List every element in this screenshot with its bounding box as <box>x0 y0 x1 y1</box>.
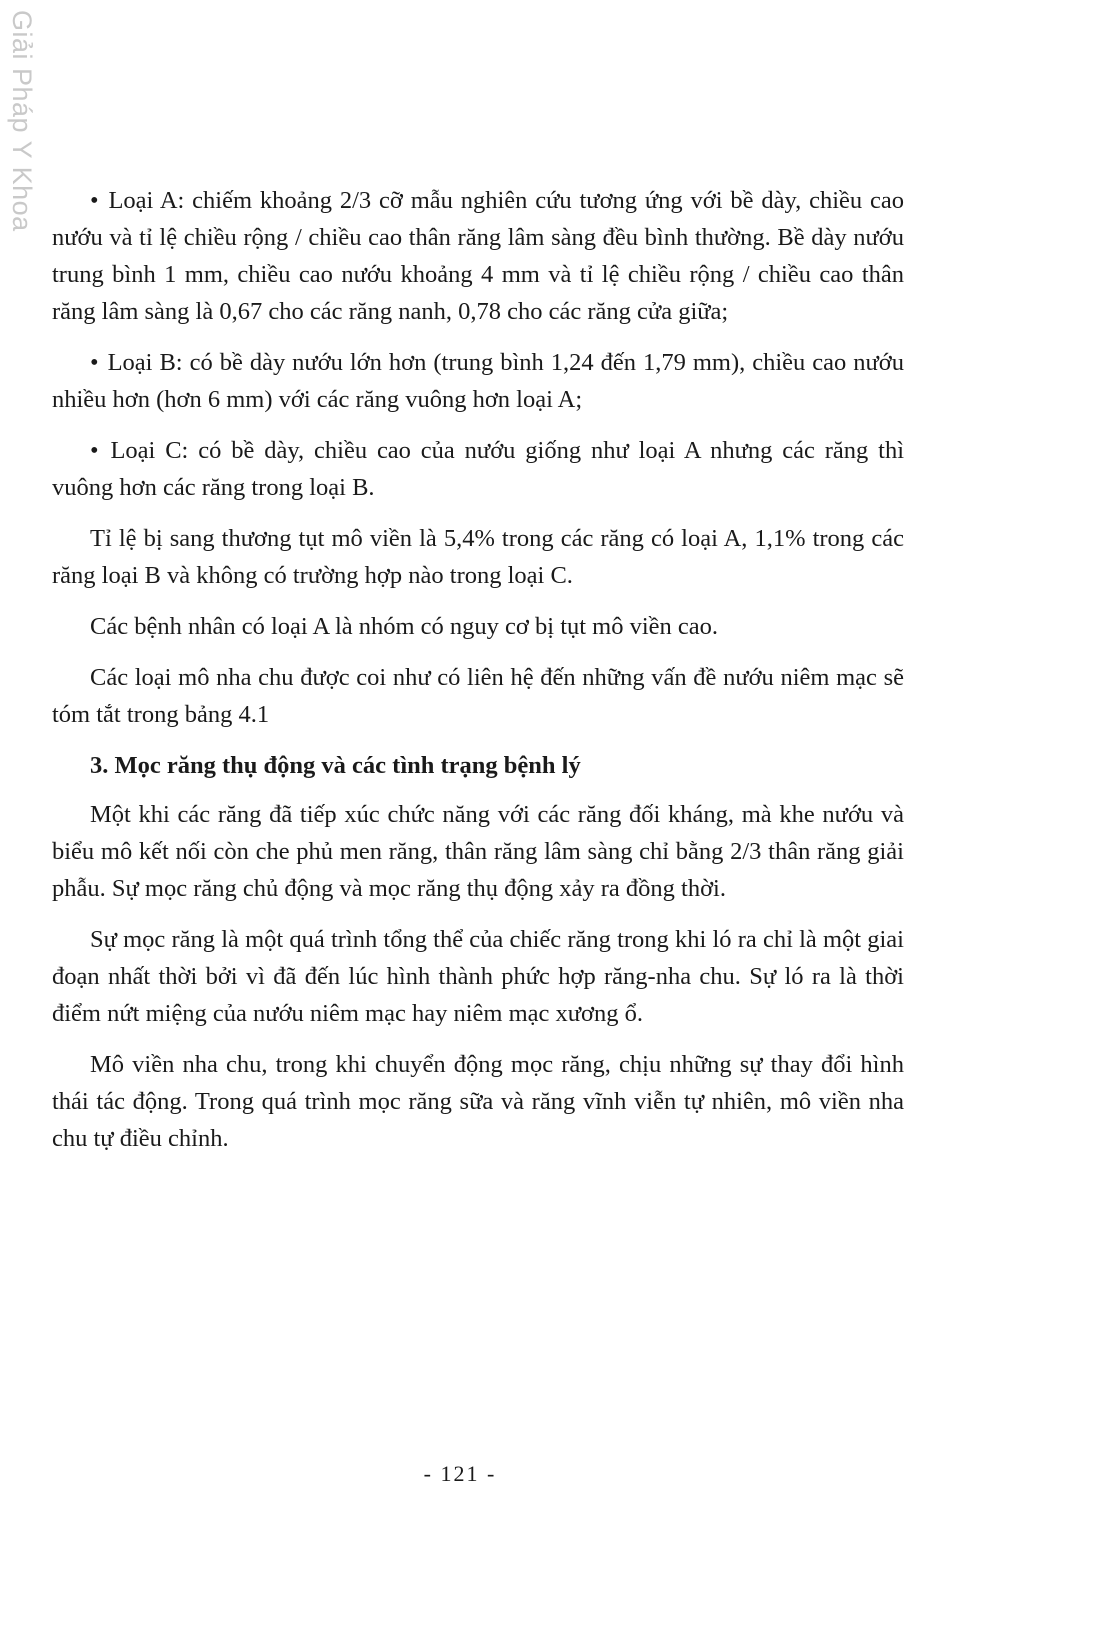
paragraph-periodontal-margin: Mô viền nha chu, trong khi chuyển động mọc răng, chịu những sự thay đổi hình thái tác động. Trong quá trình mọc răng sữa và răng vĩnh viễn tự nhiên, mô viền nha chu tự điều chỉnh. <box>52 1051 904 1152</box>
paragraph-passive-eruption: Một khi các răng đã tiếp xúc chức năng với các răng đối kháng, mà khe nướu và biểu mô kết nối còn che phủ men răng, thân răng lâm sàng chỉ bằng 2/3 thân răng giải phẫu. Sự mọc răng chủ động và mọc răng thụ động xảy ra đồng thời. <box>52 801 904 902</box>
bullet-icon: • <box>90 437 99 464</box>
paragraph-recession-rate: Tỉ lệ bị sang thương tụt mô viền là 5,4% trong các răng có loại A, 1,1% trong các răng loại B và không có trường hợp nào trong loại C. <box>52 525 904 589</box>
paragraph-eruption-process: Sự mọc răng là một quá trình tổng thể của chiếc răng trong khi ló ra chỉ là một giai đoạn nhất thời bởi vì đã đến lúc hình thành phức hợp răng-nha chu. Sự ló ra là thời điểm nứt miệng của nướu niêm mạc hay niêm mạc xương ổ. <box>52 926 904 1027</box>
paragraph-text: Loại A: chiếm khoảng 2/3 cỡ mẫu nghiên cứu tương ứng với bề dày, chiều cao nướu và tỉ lệ chiều rộng / chiều cao thân răng lâm sàng đều bình thường. Bề dày nướu trung bình 1 mm, chiều cao nướu khoảng 4 mm và tỉ lệ chiều rộng / chiều cao thân răng lâm sàng là 0,67 cho các răng nanh, 0,78 cho các răng cửa giữa; <box>52 187 905 325</box>
paragraph-table-reference: Các loại mô nha chu được coi như có liên hệ đến những vấn đề nướu niêm mạc sẽ tóm tắt trong bảng 4.1 <box>52 664 904 728</box>
bullet-icon: • <box>90 349 99 376</box>
page-body <box>52 182 904 1171</box>
section-heading: 3. Mọc răng thụ động và các tình trạng bệnh lý <box>90 752 581 779</box>
page-number: - 121 - <box>423 1461 497 1486</box>
watermark-text: Giải Pháp Y Khoa <box>7 10 37 232</box>
bullet-icon: • <box>90 187 99 214</box>
paragraph-text: Loại C: có bề dày, chiều cao của nướu giống như loại A nhưng các răng thì vuông hơn các răng trong loại B. <box>52 437 904 501</box>
paragraph-text: Loại B: có bề dày nướu lớn hơn (trung bình 1,24 đến 1,79 mm), chiều cao nướu nhiều hơn (hơn 6 mm) với các răng vuông hơn loại A; <box>52 349 904 413</box>
paragraph-bullet-type-b <box>52 344 904 418</box>
paragraph-bullet-type-a <box>52 182 904 330</box>
paragraph-bullet-type-c <box>52 432 904 506</box>
paragraph-risk-group: Các bệnh nhân có loại A là nhóm có nguy cơ bị tụt mô viền cao. <box>90 613 719 640</box>
